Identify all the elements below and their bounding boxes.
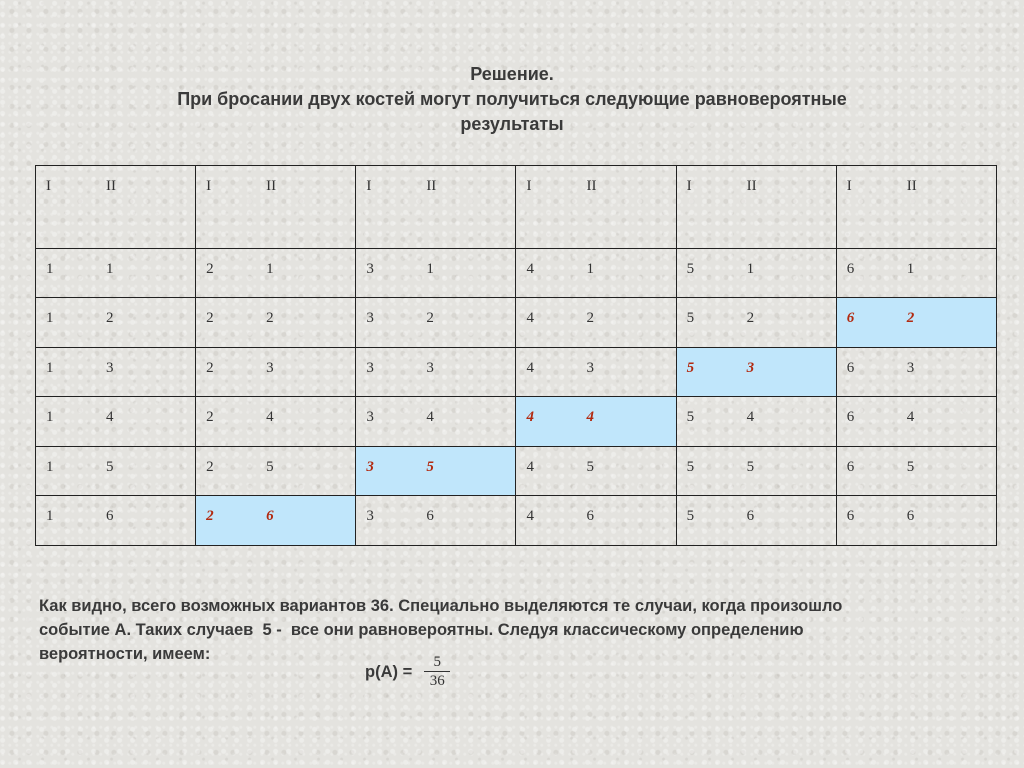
die-1-value: 3 — [366, 260, 374, 277]
outcome-cell — [36, 446, 196, 496]
die-2-value: 4 — [746, 409, 755, 426]
die-1-value: 2 — [206, 409, 214, 426]
fraction-denominator: 36 — [429, 673, 445, 689]
header-die-1: I — [366, 178, 372, 194]
die-2-value: 4 — [906, 409, 915, 426]
die-2-value: 5 — [746, 458, 755, 475]
die-1-value: 5 — [686, 458, 695, 475]
die-2-value: 6 — [266, 508, 274, 525]
outcome-cell — [836, 248, 996, 298]
die-1-value: 4 — [526, 310, 534, 327]
outcome-cell — [516, 496, 676, 546]
fraction — [424, 654, 450, 690]
die-1-value: 2 — [206, 310, 214, 327]
die-1-value: 6 — [846, 359, 855, 376]
die-1-value: 4 — [526, 359, 534, 376]
die-1-value: 4 — [526, 260, 534, 277]
die-1-value: 5 — [686, 260, 695, 277]
header-cell — [356, 166, 516, 249]
highlighted-outcome-cell — [356, 446, 516, 496]
die-2-value: 2 — [906, 310, 915, 327]
highlighted-outcome-cell — [836, 298, 996, 348]
probability-formula — [365, 652, 450, 692]
outcome-cell — [836, 347, 996, 397]
die-1-value: 4 — [526, 508, 534, 525]
outcome-cell — [356, 248, 516, 298]
table-header-row — [36, 166, 997, 249]
die-2-value: 2 — [586, 310, 594, 327]
header-cell — [516, 166, 676, 249]
formula-lhs: p(A) = — [365, 662, 413, 681]
highlighted-outcome-cell — [676, 347, 836, 397]
outcome-cell — [516, 446, 676, 496]
title-line-2: При бросании двух костей могут получиться следующие равновероятные — [177, 89, 847, 109]
header-cell — [196, 166, 356, 249]
die-2-value: 3 — [906, 359, 915, 376]
highlighted-outcome-cell — [516, 397, 676, 447]
outcome-cell — [196, 248, 356, 298]
outcome-cell — [516, 347, 676, 397]
outcome-cell — [36, 248, 196, 298]
die-2-value: 4 — [586, 409, 594, 426]
die-2-value: 3 — [586, 359, 594, 376]
outcome-cell — [676, 446, 836, 496]
outcome-cell — [516, 298, 676, 348]
outcome-cell — [36, 298, 196, 348]
die-1-value: 5 — [686, 310, 695, 327]
die-2-value: 1 — [746, 260, 755, 277]
header-die-1: I — [46, 178, 51, 194]
solution-title — [0, 62, 1024, 137]
die-2-value: 6 — [106, 508, 114, 525]
die-2-value: 6 — [426, 508, 434, 525]
outcome-cell — [836, 397, 996, 447]
outcome-cell — [196, 298, 356, 348]
die-1-value: 2 — [206, 359, 214, 376]
die-2-value: 2 — [426, 310, 434, 327]
fraction-numerator: 5 — [433, 654, 441, 670]
table-row — [36, 248, 997, 298]
outcome-cell — [356, 397, 516, 447]
outcome-cell — [356, 496, 516, 546]
die-1-value: 3 — [366, 310, 374, 327]
outcome-cell — [36, 397, 196, 447]
title-line-3: результаты — [460, 114, 564, 134]
die-1-value: 1 — [46, 409, 54, 426]
die-2-value: 1 — [586, 260, 594, 277]
header-cell — [676, 166, 836, 249]
die-2-value: 5 — [106, 458, 114, 475]
die-1-value: 1 — [46, 260, 54, 277]
dice-outcomes-table — [35, 165, 997, 546]
die-2-value: 5 — [586, 458, 594, 475]
die-2-value: 4 — [106, 409, 114, 426]
die-2-value: 4 — [426, 409, 434, 426]
die-1-value: 5 — [686, 359, 695, 376]
header-cell — [36, 166, 196, 249]
die-2-value: 5 — [906, 458, 915, 475]
outcome-cell — [836, 496, 996, 546]
outcome-cell — [516, 248, 676, 298]
outcome-cell — [836, 446, 996, 496]
die-2-value: 3 — [426, 359, 434, 376]
die-1-value: 2 — [206, 508, 214, 525]
outcome-cell — [196, 446, 356, 496]
die-1-value: 3 — [366, 359, 374, 376]
die-2-value: 1 — [426, 260, 434, 277]
die-1-value: 1 — [46, 508, 54, 525]
die-1-value: 3 — [366, 409, 374, 426]
header-cell — [836, 166, 996, 249]
die-2-value: 3 — [746, 359, 755, 376]
table-row — [36, 397, 997, 447]
die-2-value: 2 — [746, 310, 755, 327]
header-die-1: I — [206, 178, 212, 194]
outcome-cell — [676, 298, 836, 348]
header-die-1: I — [846, 178, 852, 194]
die-1-value: 6 — [846, 310, 855, 327]
die-1-value: 5 — [686, 508, 695, 525]
die-1-value: 6 — [846, 458, 855, 475]
die-1-value: 2 — [206, 458, 214, 475]
conclusion-line-1: Как видно, всего возможных вариантов 36. Специально выделяются те случаи, когда произошло — [39, 597, 843, 615]
highlighted-outcome-cell — [196, 496, 356, 546]
header-die-2: II — [106, 178, 116, 194]
die-1-value: 6 — [846, 409, 855, 426]
die-2-value: 2 — [106, 310, 114, 327]
die-2-value: 1 — [906, 260, 915, 277]
outcome-cell — [36, 347, 196, 397]
die-1-value: 6 — [846, 508, 855, 525]
die-2-value: 6 — [906, 508, 915, 525]
die-1-value: 5 — [686, 409, 695, 426]
table-row — [36, 298, 997, 348]
die-1-value: 4 — [526, 409, 534, 426]
die-1-value: 2 — [206, 260, 214, 277]
die-2-value: 1 — [106, 260, 114, 277]
die-2-value: 3 — [266, 359, 274, 376]
outcome-cell — [36, 496, 196, 546]
die-2-value: 5 — [266, 458, 274, 475]
die-1-value: 3 — [366, 508, 374, 525]
die-1-value: 1 — [46, 458, 54, 475]
table-row — [36, 496, 997, 546]
die-2-value: 4 — [266, 409, 274, 426]
outcome-cell — [676, 496, 836, 546]
die-2-value: 3 — [106, 359, 114, 376]
conclusion-line-2: событие А. Таких случаев 5 - все они равновероятны. Следуя классическому определению — [39, 621, 804, 639]
die-2-value: 5 — [426, 458, 434, 475]
die-2-value: 2 — [266, 310, 274, 327]
header-die-1: I — [526, 178, 532, 194]
outcome-cell — [356, 347, 516, 397]
die-2-value: 1 — [266, 260, 274, 277]
die-1-value: 4 — [526, 458, 534, 475]
header-die-1: I — [686, 178, 692, 194]
outcome-cell — [676, 397, 836, 447]
die-1-value: 6 — [846, 260, 855, 277]
header-die-2: II — [746, 178, 757, 194]
die-1-value: 3 — [366, 458, 374, 475]
conclusion-text — [39, 594, 1024, 666]
header-die-2: II — [906, 178, 917, 194]
title-line-1: Решение. — [470, 64, 554, 84]
conclusion-line-3: вероятности, имеем: — [39, 645, 211, 663]
table-row — [36, 446, 997, 496]
die-1-value: 1 — [46, 310, 54, 327]
outcome-cell — [196, 397, 356, 447]
header-die-2: II — [586, 178, 597, 194]
outcome-cell — [196, 347, 356, 397]
die-2-value: 6 — [746, 508, 755, 525]
outcome-cell — [356, 298, 516, 348]
outcome-cell — [676, 248, 836, 298]
die-2-value: 6 — [586, 508, 594, 525]
die-1-value: 1 — [46, 359, 54, 376]
header-die-2: II — [266, 178, 277, 194]
table-row — [36, 347, 997, 397]
header-die-2: II — [426, 178, 437, 194]
